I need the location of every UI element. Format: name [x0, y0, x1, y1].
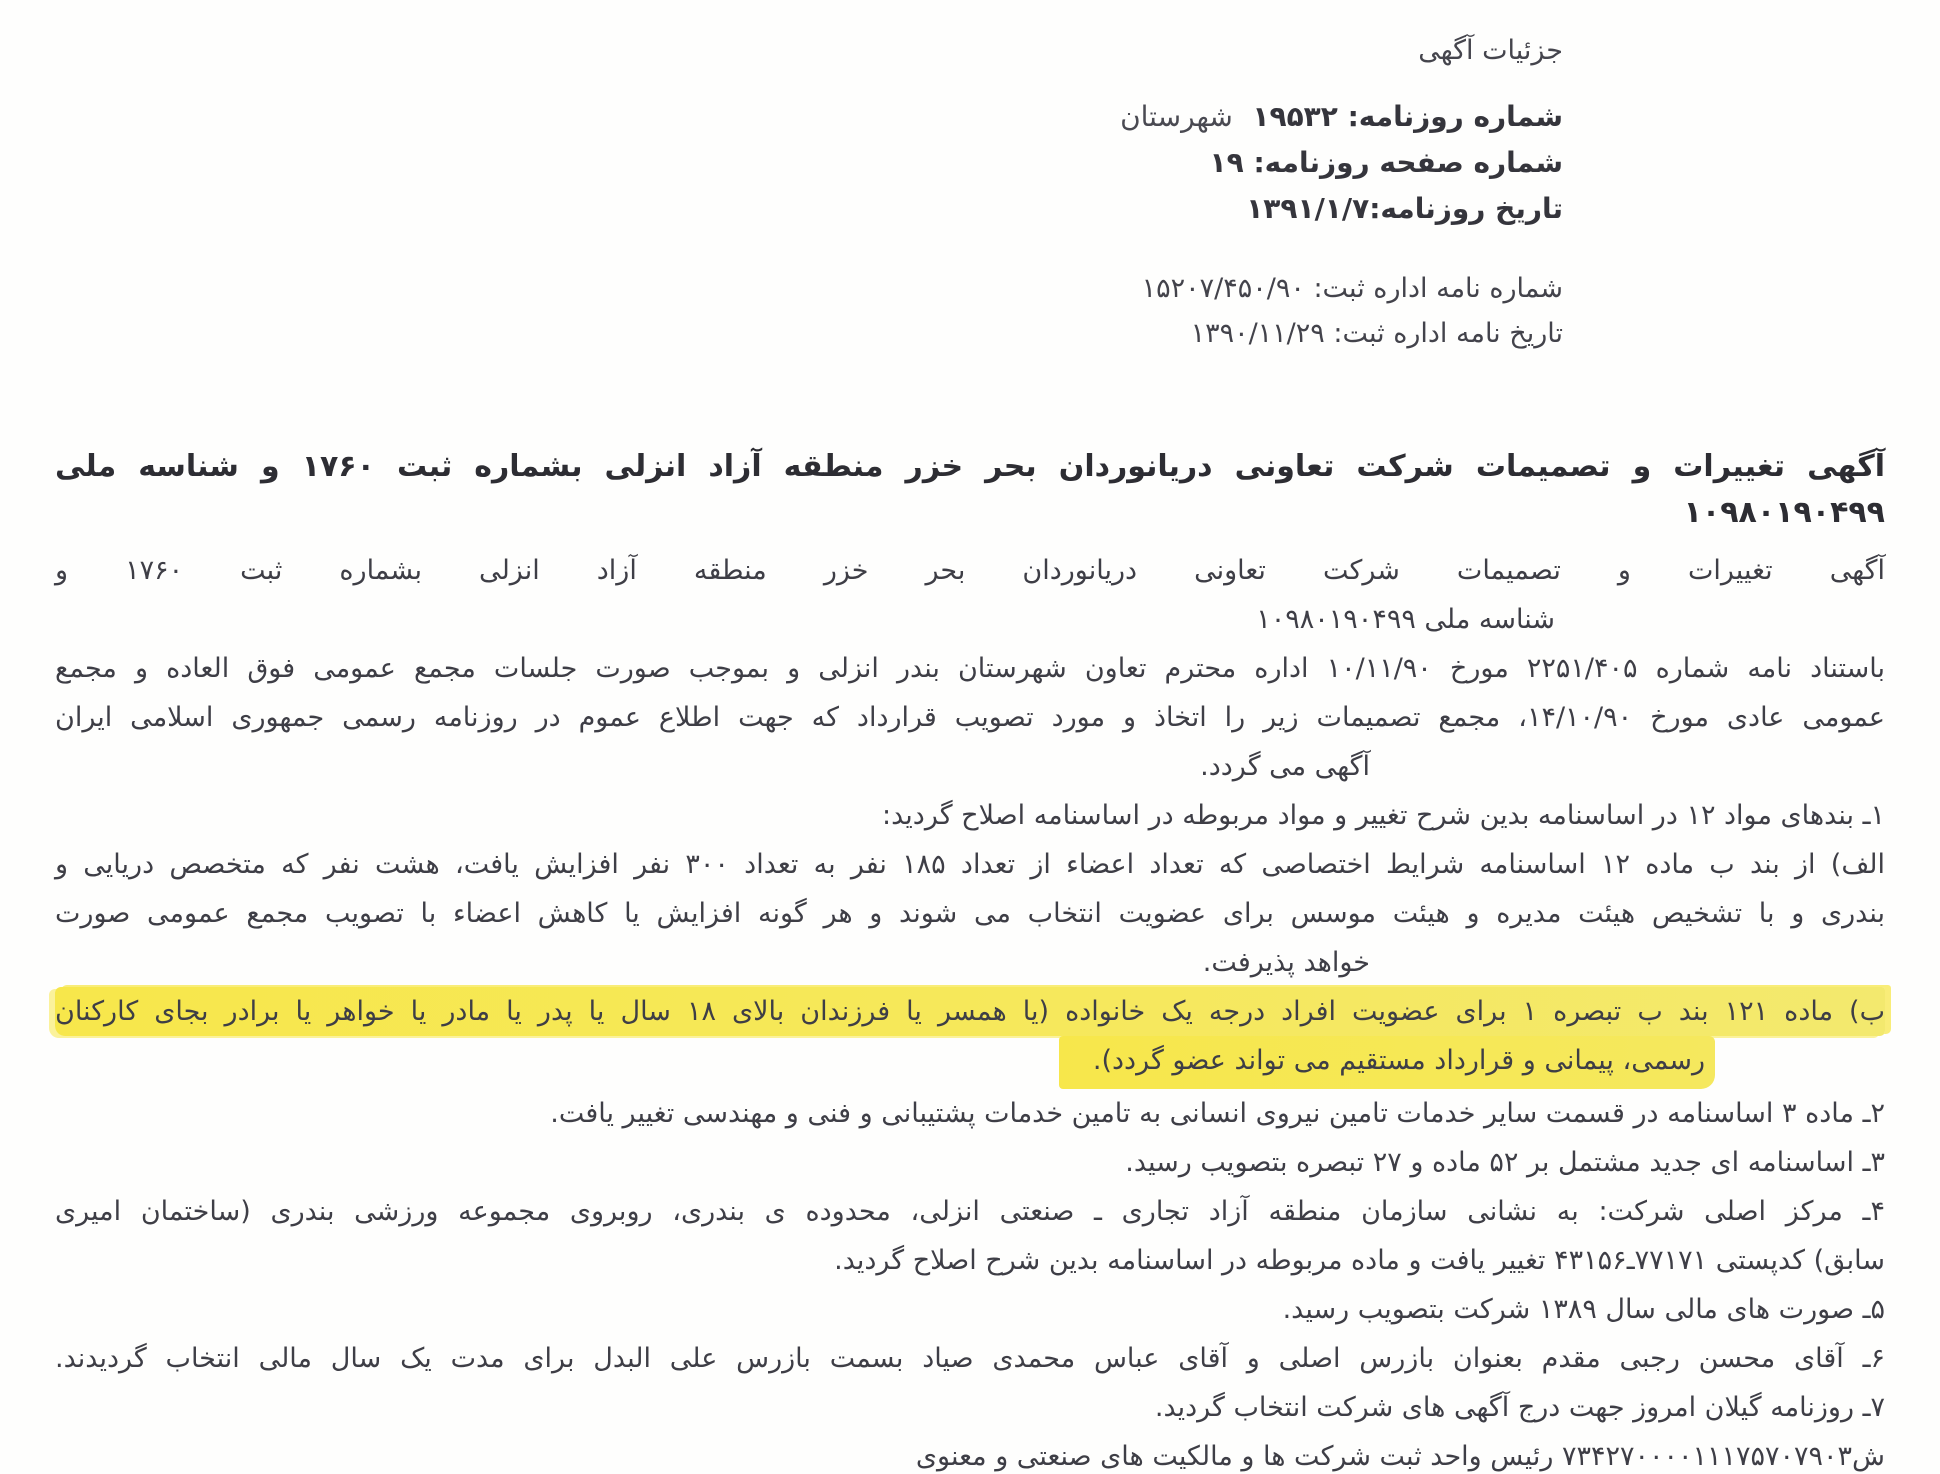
notice-details-block — [55, 30, 1563, 356]
newspaper-number-line — [55, 94, 1563, 140]
notice-line: خواهد پذیرفت. — [1202, 947, 1370, 978]
notice-line-highlighted: ب) ماده ۱۲۱ بند ب تبصره ۱ برای عضویت افراد درجه یک خانواده (یا همسر یا فرزندان بالای ۱۸ سال یا پدر یا مادر یا خواهر یا برادر بجای کارکنان — [55, 987, 1885, 1036]
newspaper-page-label: شماره صفحه روزنامه: — [1253, 146, 1563, 179]
notice-line: ۱ـ بندهای مواد ۱۲ در اساسنامه بدین شرح تغییر و مواد مربوطه در اساسنامه اصلاح گردید: — [882, 800, 1885, 831]
notice-title: آگهی تغییرات و تصمیمات شرکت تعاونی دریانوردان بحر خزر منطقه آزاد انزلی بشماره ثبت ۱۷۶۰ و شناسه ملی ۱۰۹۸۰۱۹۰۴۹۹ — [55, 449, 1885, 530]
notice-text — [55, 546, 1885, 1474]
newspaper-number-label: شماره روزنامه: — [1347, 100, 1563, 133]
notice-line: ۵ـ صورت های مالی سال ۱۳۸۹ شرکت بتصویب رسید. — [1282, 1294, 1885, 1325]
registry-letter-date: تاریخ نامه اداره ثبت: ۱۳۹۰/۱۱/۲۹ — [1190, 318, 1563, 349]
newspaper-page-line — [55, 140, 1563, 186]
notice-line: سابق) کدپستی ۷۷۱۷۱ـ۴۳۱۵۶ تغییر یافت و ماده مربوطه در اساسنامه بدین شرح اصلاح گردید. — [834, 1245, 1885, 1276]
newspaper-date-label: تاریخ روزنامه: — [1369, 192, 1563, 225]
registry-meta — [55, 266, 1563, 356]
notice-line: عمومی عادی مورخ ۱۴/۱۰/۹۰، مجمع تصمیمات زیر را اتخاذ و مورد تصویب قرارداد که جهت اطلاع عموم در روزنامه رسمی جمهوری اسلامی ایران — [55, 702, 1885, 733]
notice-line: ش۷۳۴۲۷۰۰۰۰۱۱۱۷۵۷۰۷۹۰۳ رئیس واحد ثبت شرکت ها و مالکیت های صنعتی و معنوی — [915, 1441, 1885, 1472]
registry-letter-number: شماره نامه اداره ثبت: ۱۵۲۰۷/۴۵۰/۹۰ — [1141, 273, 1563, 304]
newspaper-number-suffix: شهرستان — [1120, 100, 1233, 133]
notice-body — [55, 444, 1885, 1474]
notice-line-highlighted — [55, 1036, 1885, 1089]
newspaper-page-value: ۱۹ — [1209, 146, 1244, 179]
highlight-mark: رسمی، پیمانی و قرارداد مستقیم می تواند عضو گردد). — [1059, 1036, 1715, 1089]
newspaper-number-value: ۱۹۵۳۲ — [1252, 100, 1338, 133]
notice-line: آگهی می گردد. — [1200, 751, 1370, 782]
notice-line: بندری و با تشخیص هیئت مدیره و هیئت موسس برای عضویت انتخاب می شوند و هر گونه افزایش یا کاهش اعضاء با تصویب مجمع عمومی صورت — [55, 898, 1885, 929]
notice-line: شناسه ملی ۱۰۹۸۰۱۹۰۴۹۹ — [1256, 604, 1555, 635]
notice-line: الف) از بند ب ماده ۱۲ اساسنامه شرایط اختصاصی که تعداد اعضاء از تعداد ۱۸۵ نفر به تعداد ۳۰۰ نفر افزایش یافت، هشت نفر که متخصص دریایی و — [55, 849, 1885, 880]
notice-line: ۳ـ اساسنامه ای جدید مشتمل بر ۵۲ ماده و ۲۷ تبصره بتصویب رسید. — [1125, 1147, 1885, 1178]
details-header: جزئیات آگهی — [1418, 35, 1563, 66]
newspaper-date-value: ۱۳۹۱/۱/۷ — [1246, 192, 1370, 225]
newspaper-date-line — [55, 186, 1563, 232]
newspaper-meta — [55, 94, 1563, 232]
notice-line: باستناد نامه شماره ۲۲۵۱/۴۰۵ مورخ ۱۰/۱۱/۹۰ اداره محترم تعاون شهرستان بندر انزلی و بموجب صورت جلسات مجمع عمومی فوق العاده و مجمع — [55, 653, 1885, 684]
notice-line: آگهی تغییرات و تصمیمات شرکت تعاونی دریانوردان بحر خزر منطقه آزاد انزلی بشماره ثبت ۱۷۶۰ و — [55, 555, 1885, 586]
notice-line: ۲ـ ماده ۳ اساسنامه در قسمت سایر خدمات تامین نیروی انسانی به تامین خدمات پشتیبانی و فنی و مهندسی تغییر یافت. — [550, 1098, 1885, 1129]
notice-line: ۷ـ روزنامه گیلان امروز جهت درج آگهی های شرکت انتخاب گردید. — [1154, 1392, 1885, 1423]
notice-line: ۴ـ مرکز اصلی شرکت: به نشانی سازمان منطقه آزاد تجاری ـ صنعتی انزلی، محدوده ی بندری، روبروی مجموعه ورزشی بندری (ساختمان امیری — [55, 1196, 1885, 1227]
notice-line: ۶ـ آقای محسن رجبی مقدم بعنوان بازرس اصلی و آقای عباس محمدی صیاد بسمت بازرس علی البدل برای مدت یک سال مالی انتخاب گردیدند. — [55, 1343, 1885, 1374]
